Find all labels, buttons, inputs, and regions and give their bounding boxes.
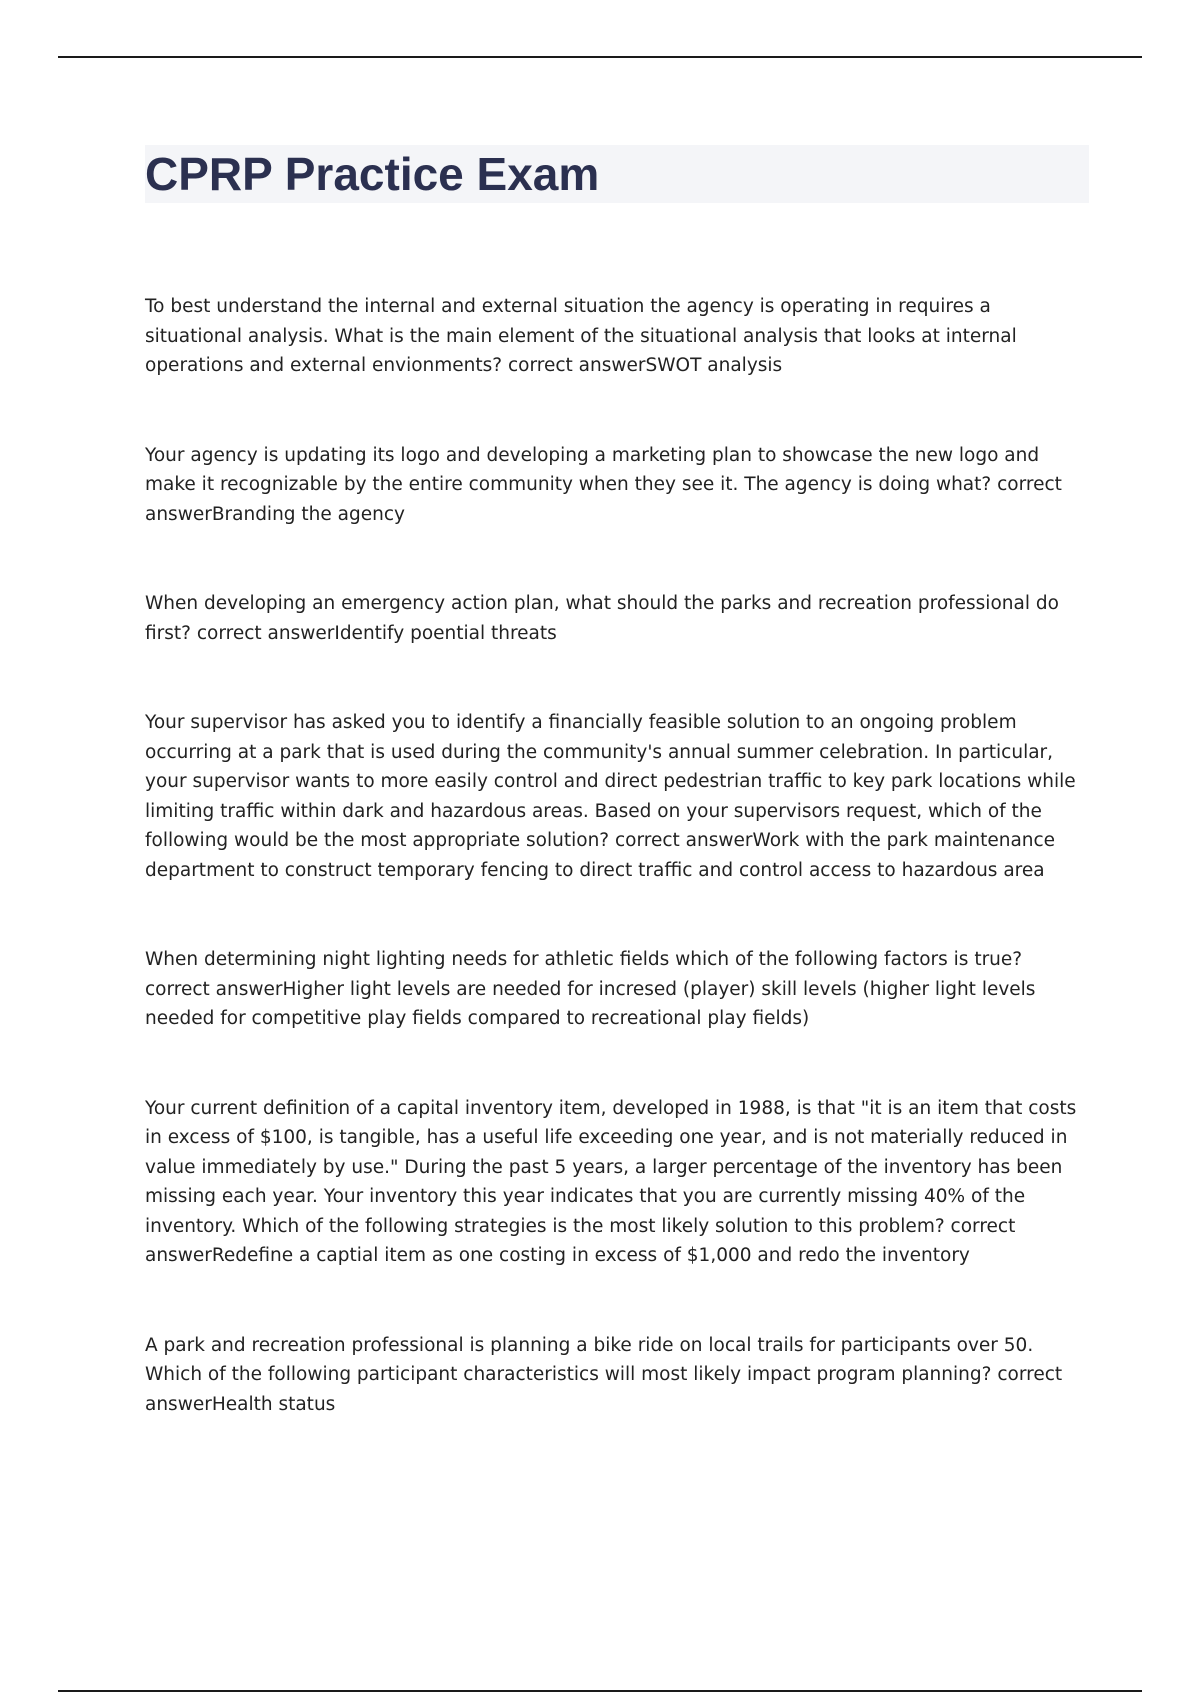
question-item: [145, 708, 1090, 885]
question-item: [145, 1331, 1090, 1420]
answer-text: Higher light levels are needed for incresed (player) skill levels (higher light levels needed for competitive play fields compared to recreational play fields): [145, 978, 1036, 1029]
question-item: [145, 589, 1090, 648]
bottom-rule: [58, 1690, 1142, 1692]
answer-prefix: correct answer: [145, 1364, 1063, 1415]
question-list: [145, 292, 1090, 1479]
answer-text: Health status: [211, 1393, 336, 1415]
answer-prefix: correct answer: [196, 622, 335, 644]
question-text: To best understand the internal and external situation the agency is operating in requires a situational analysis. What is the main element of the situational analysis that looks at internal operations and external envionments?: [145, 296, 1017, 376]
answer-prefix: correct answer: [145, 474, 1062, 525]
question-text: When determining night lighting needs for athletic fields which of the following factors is true?: [145, 949, 1023, 970]
answer-text: Branding the agency: [211, 503, 405, 525]
question-text: Your agency is updating its logo and developing a marketing plan to showcase the new logo and make it recognizable by the entire community when they see it. The agency is doing what?: [145, 444, 1040, 495]
answer-prefix: correct answer: [145, 1215, 1016, 1266]
answer-text: Identify poential threats: [334, 622, 557, 644]
question-text: Your current definition of a capital inventory item, developed in 1988, is that "it is an item that costs in excess of $100, is tangible, has a useful life exceeding one year, and is not materially reduced in value immediately by use." During the past 5 years, a larger percentage of the inventory has been missing each year. Your inventory this year indicates that you are currently missing 40% of the inventory. Which of the following strategies is the most likely solution to this problem?: [145, 1097, 1077, 1237]
question-text: A park and recreation professional is planning a bike ride on local trails for participants over 50. Which of the following participant characteristics will most likely impact program planning?: [145, 1334, 1034, 1385]
answer-text: Work with the park maintenance department to construct temporary fencing to direct traffic and control access to hazardous area: [145, 830, 1056, 881]
question-text: Your supervisor has asked you to identify a financially feasible solution to an ongoing problem occurring at a park that is used during the community's annual summer celebration. In particular, your supervisor wants to more easily control and direct pedestrian traffic to key park locations while limiting traffic within dark and hazardous areas. Based on your supervisors request, which of the following would be the most appropriate solution?: [145, 712, 1076, 851]
top-rule: [58, 56, 1142, 58]
document-title: CPRP Practice Exam: [145, 148, 600, 200]
answer-text: Redefine a captial item as one costing in excess of $1,000 and redo the inventory: [211, 1245, 970, 1266]
answer-prefix: correct answer: [615, 830, 753, 851]
question-text: When developing an emergency action plan, what should the parks and recreation professional do first?: [145, 593, 1059, 644]
answer-prefix: correct answer: [145, 978, 283, 1000]
question-item: [145, 1094, 1090, 1271]
question-item: [145, 292, 1090, 381]
question-item: [145, 441, 1090, 530]
answer-text: SWOT analysis: [645, 355, 783, 376]
question-item: [145, 945, 1090, 1034]
answer-prefix: correct answer: [508, 355, 646, 376]
